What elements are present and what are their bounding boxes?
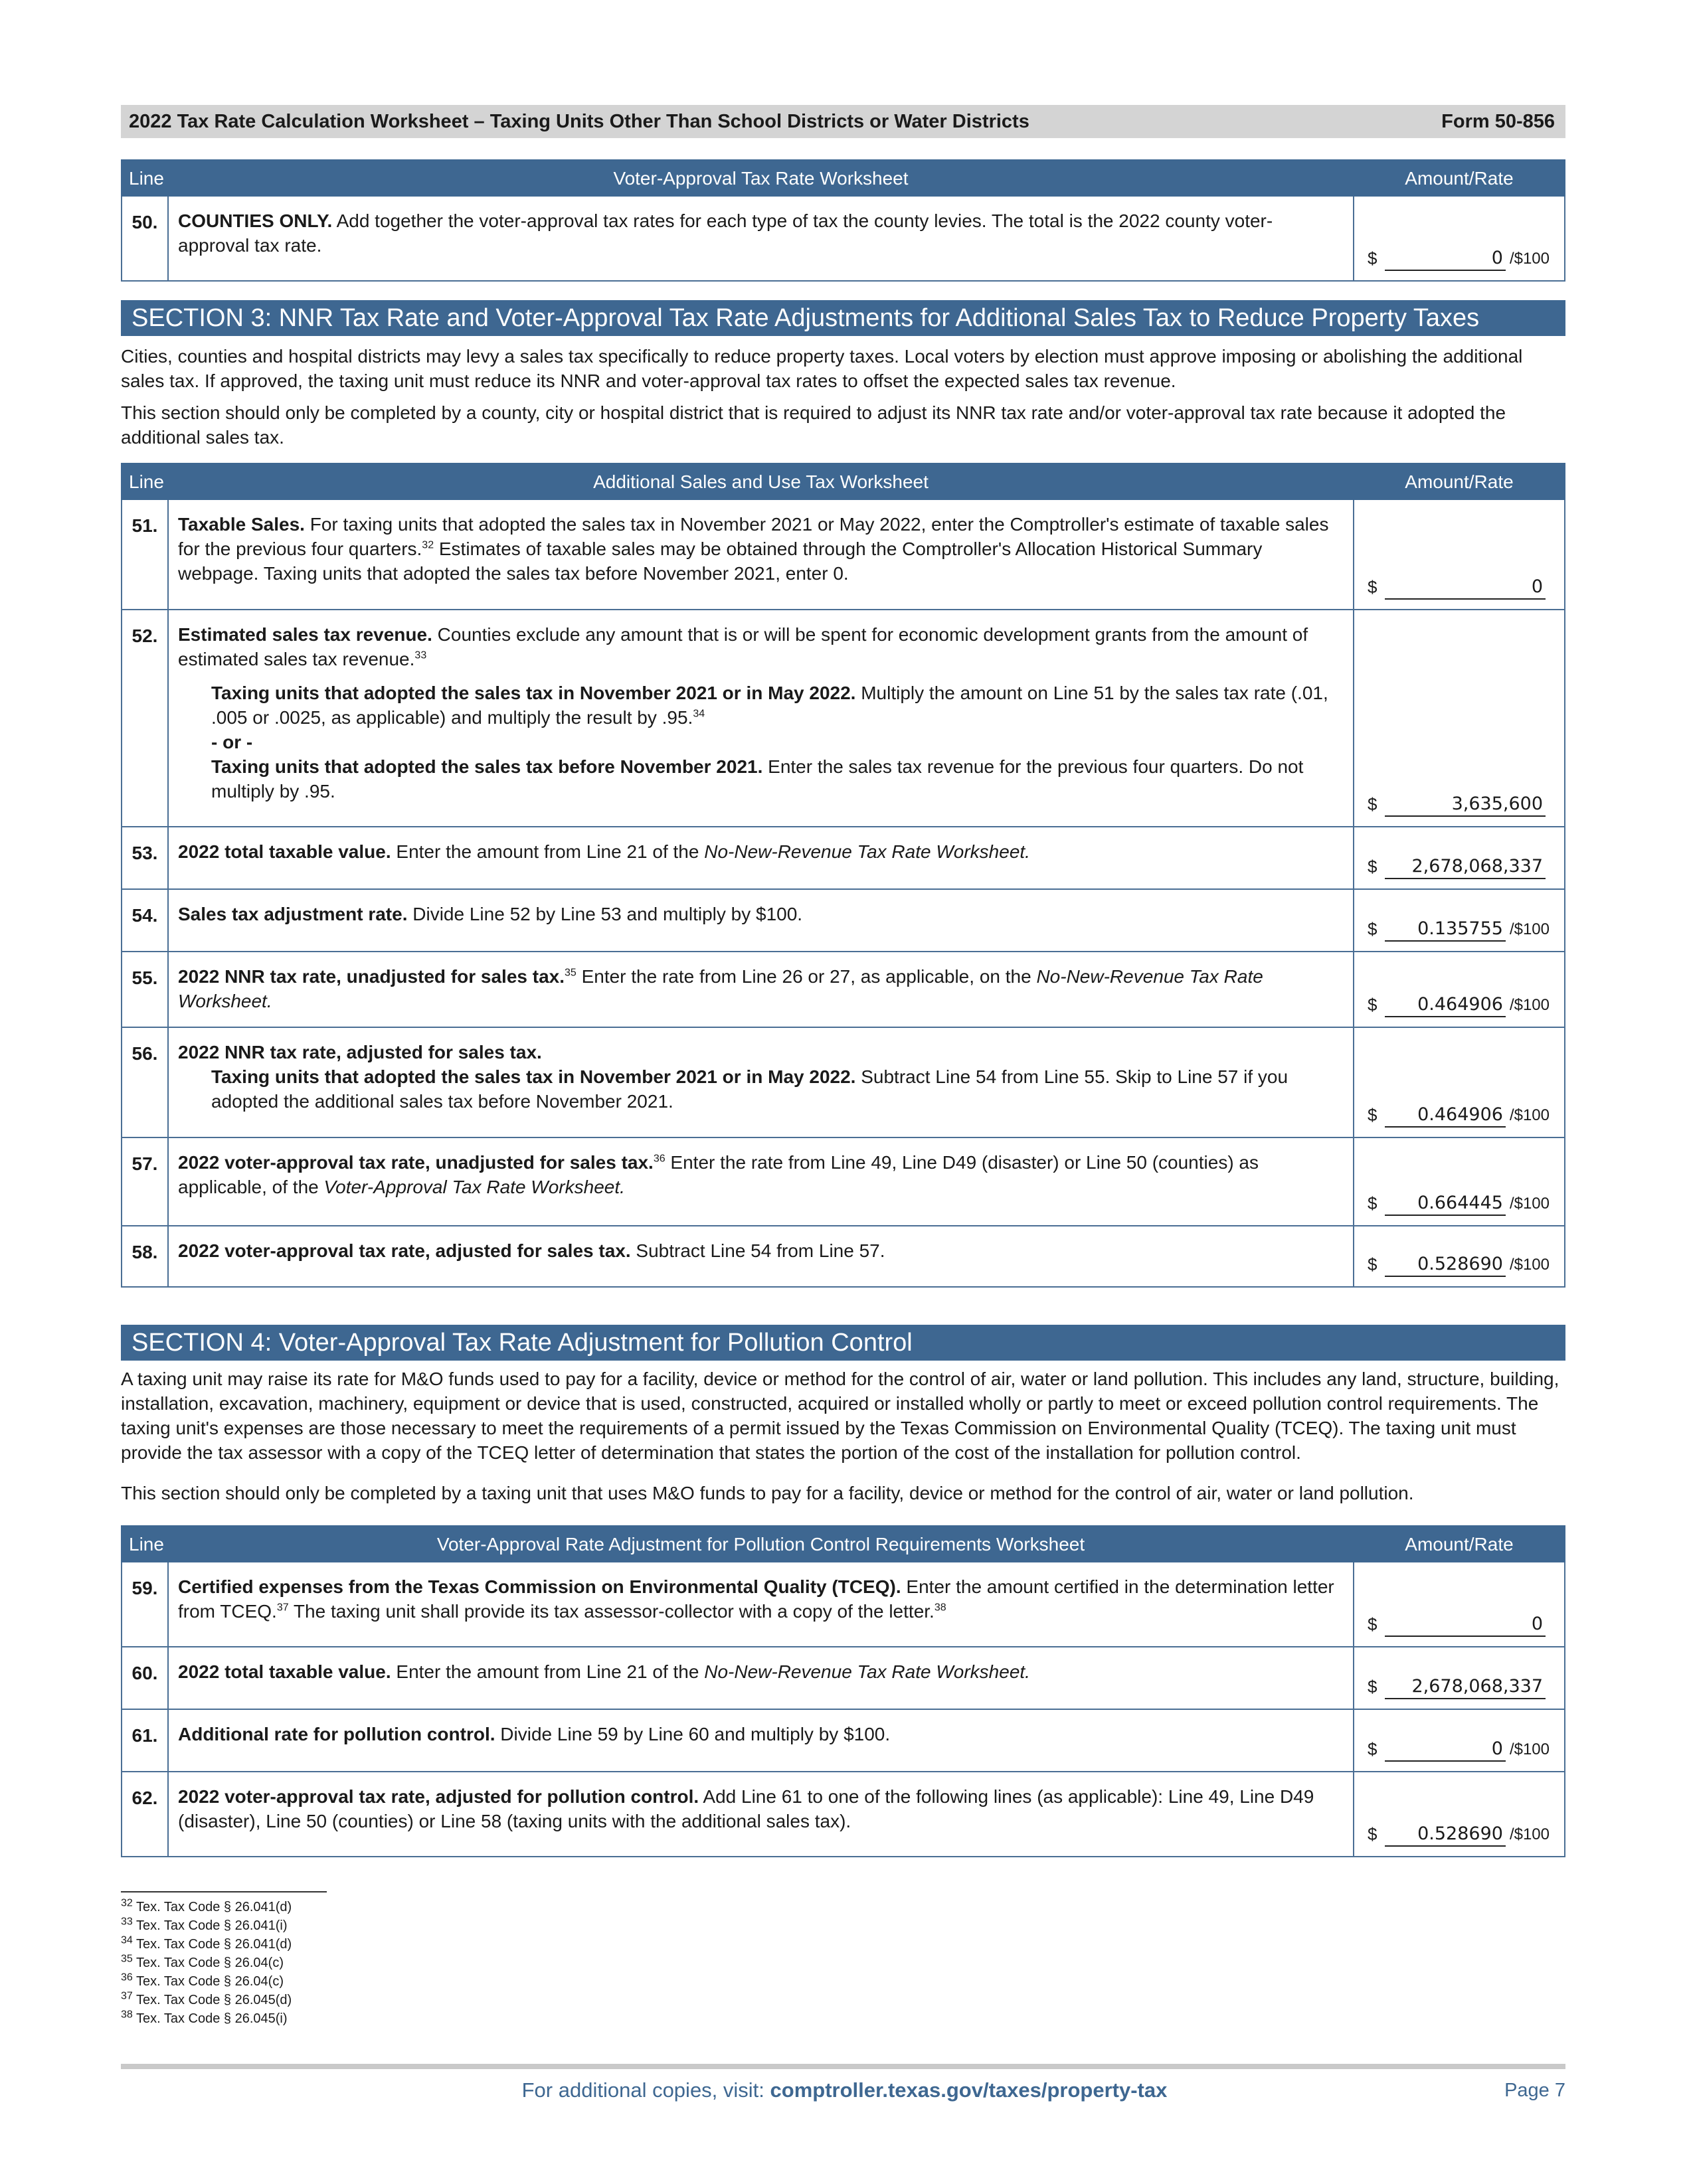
amount-cell: $ 0.464906 /$100 [1354,1027,1565,1137]
table-row [122,1137,1565,1226]
col-amount-header: Amount/Rate [1354,160,1565,196]
page-header [121,105,1565,138]
footnote: $^{36}$ Tex. Tax Code § 26.04(c) [121,1972,284,1989]
line-description: Taxable Sales. For taxing units that adopted the sales tax in November 2021 or May 2022, enter the Comptroller's estimate of taxable sales for the previous four quarters.$^{32}$ Estimates of taxable sales may be obtained through the Comptroller's Allocation Historical Summary webpage. Taxing units that adopted the sales tax before November 2021, enter 0. [168,499,1354,610]
amount-value[interactable]: 0 [1385,576,1546,600]
footnotes [121,1898,292,2028]
col-amount-header: Amount/Rate [1354,463,1565,499]
footnote-divider [121,1891,327,1892]
section-3-instructions: This section should only be completed by a county, city or hospital district that is required to adjust its NNR tax rate and/or voter-approval tax rate because it adopted the additional sales tax. [121,402,1506,448]
amount-value[interactable]: 0.664445 [1385,1192,1506,1216]
amount-value[interactable]: 0.135755 [1385,918,1506,942]
line-description: 2022 NNR tax rate, adjusted for sales tax. Taxing units that adopted the sales tax in November 2021 or in May 2022. Subtract Line 54 from Line 55. Skip to Line 57 if you adopted the additional sales tax before November 2021. [168,1027,1354,1137]
footer-copies-note: For additional copies, visit: comptroller.texas.gov/taxes/property-tax [521,2078,1168,2102]
line-description: 2022 voter-approval tax rate, adjusted for sales tax. Subtract Line 54 from Line 57. [168,1226,1354,1287]
amount-cell: $ 2,678,068,337 [1354,1647,1565,1709]
table-row [122,1226,1565,1287]
amount-value[interactable]: 2,678,068,337 [1385,1675,1546,1699]
table-row [122,499,1565,610]
amount-value[interactable]: 0.464906 [1385,1104,1506,1128]
table-row [122,1027,1565,1137]
amount-cell: $ 0.528690 /$100 [1354,1772,1565,1857]
table-row [122,610,1565,827]
col-title-header: Additional Sales and Use Tax Worksheet [168,463,1354,499]
line-description: COUNTIES ONLY. Add together the voter-approval tax rates for each type of tax the county levies. The total is the 2022 county voter-approval tax rate. [168,196,1354,281]
table-row [122,196,1565,281]
col-title-header: Voter-Approval Rate Adjustment for Pollution Control Requirements Worksheet [168,1526,1354,1562]
line-number: 51. [122,499,168,610]
table-row [122,1772,1565,1857]
table-row [122,827,1565,889]
section-4-intro: A taxing unit may raise its rate for M&O funds used to pay for a facility, device or method for the control of air, water or land pollution. This includes any land, structure, building, installation, excavation, machinery, equipment or device that is used, constructed, acquired or installed wholly or partly to meet or exceed pollution control requirements. The taxing unit's expenses are those necessary to meet the requirements of a permit issued by the Texas Commission on Environmental Quality (TCEQ). The taxing unit must provide the tax assessor with a copy of the TCEQ letter of determination that states the portion of the cost of the installation for pollution control. [121,1369,1559,1463]
table-row [122,1709,1565,1772]
footnote: $^{38}$ Tex. Tax Code § 26.045(i) [121,2009,288,2026]
line-number: 57. [122,1137,168,1226]
line-number: 54. [122,889,168,952]
amount-value[interactable]: 0 [1385,247,1506,271]
line-number: 58. [122,1226,168,1287]
line-description: 2022 total taxable value. Enter the amount from Line 21 of the No-New-Revenue Tax Rate Worksheet. [168,827,1354,889]
line-number: 59. [122,1562,168,1647]
table-row [122,889,1565,952]
line-number: 56. [122,1027,168,1137]
col-amount-header: Amount/Rate [1354,1526,1565,1562]
col-title-header: Voter-Approval Tax Rate Worksheet [168,160,1354,196]
amount-cell: $ 0.464906 /$100 [1354,952,1565,1027]
line-number: 62. [122,1772,168,1857]
amount-cell: $ 0 [1354,499,1565,610]
form-number: Form 50-856 [1441,110,1555,132]
voter-approval-table [121,159,1565,282]
col-line-header: Line [122,1526,168,1562]
amount-value[interactable]: 0.464906 [1385,993,1506,1017]
line-description: Certified expenses from the Texas Commission on Environmental Quality (TCEQ). Enter the amount certified in the determination letter from TCEQ.$^{37}$ The taxing unit shall provide its tax assessor-collector with a copy of the letter.$^{38}$ [168,1562,1354,1647]
pollution-control-table [121,1525,1565,1857]
sales-tax-table [121,463,1565,1288]
line-description: 2022 voter-approval tax rate, unadjusted for sales tax.$^{36}$ Enter the rate from Line 49, Line D49 (disaster) or Line 50 (counties) as applicable, of the Voter-Approval Tax Rate Worksheet. [168,1137,1354,1226]
amount-cell: $ 3,635,600 [1354,610,1565,827]
amount-cell: $ 0 [1354,1562,1565,1647]
amount-cell: $ 0 /$100 [1354,196,1565,281]
line-description: 2022 NNR tax rate, unadjusted for sales tax.$^{35}$ Enter the rate from Line 26 or 27, as applicable, on the No-New-Revenue Tax Rate Worksheet. [168,952,1354,1027]
table-row [122,952,1565,1027]
footnote: $^{34}$ Tex. Tax Code § 26.041(d) [121,1934,292,1952]
col-line-header: Line [122,463,168,499]
amount-value[interactable]: 0 [1385,1738,1506,1762]
line-number: 61. [122,1709,168,1772]
table-row [122,1647,1565,1709]
amount-value[interactable]: 0.528690 [1385,1823,1506,1847]
table-row [122,1562,1565,1647]
amount-value[interactable]: 2,678,068,337 [1385,855,1546,879]
footnote: $^{37}$ Tex. Tax Code § 26.045(d) [121,1990,292,2007]
footer-divider [121,2064,1565,2069]
line-number: 55. [122,952,168,1027]
line-number: 60. [122,1647,168,1709]
section-4-instructions: This section should only be completed by a taxing unit that uses M&O funds to pay for a facility, device or method for the control of air, water or land pollution. [121,1483,1414,1503]
line-description: 2022 total taxable value. Enter the amount from Line 21 of the No-New-Revenue Tax Rate Worksheet. [168,1647,1354,1709]
section-3-intro: Cities, counties and hospital districts may levy a sales tax specifically to reduce property taxes. Local voters by election must approve imposing or abolishing the additional sales tax. If approved, the taxing unit must reduce its NNR and voter-approval tax rates to offset the expected sales tax revenue. [121,346,1523,391]
line-number: 53. [122,827,168,889]
amount-value[interactable]: 0 [1385,1613,1546,1637]
line-description: Estimated sales tax revenue. Counties exclude any amount that is or will be spent for economic development grants from the amount of estimated sales tax revenue.$^{33}$ Taxing units that adopted the sales tax in November 2021 or in May 2022. Multiply the amount on Line 51 by the sales tax rate (.01, .005 or .0025, as applicable) and multiply the result by .95.34 - or - Taxing units that adopted the sales tax before November 2021. Enter the sales tax revenue for the previous four quarters. Do not multiply by .95. [168,610,1354,827]
line-number: 52. [122,610,168,827]
line-number: 50. [122,196,168,281]
col-line-header: Line [122,160,168,196]
amount-cell: $ 0.528690 /$100 [1354,1226,1565,1287]
footnote: $^{33}$ Tex. Tax Code § 26.041(i) [121,1916,288,1933]
line-description: Sales tax adjustment rate. Divide Line 52 by Line 53 and multiply by $100. [168,889,1354,952]
amount-cell: $ 0.664445 /$100 [1354,1137,1565,1226]
line-description: Additional rate for pollution control. Divide Line 59 by Line 60 and multiply by $100. [168,1709,1354,1772]
amount-value[interactable]: 0.528690 [1385,1253,1506,1277]
page-number: Page 7 [1504,2080,1565,2101]
comptroller-link[interactable]: comptroller.texas.gov/taxes/property-tax [770,2078,1168,2102]
amount-cell: $ 0 /$100 [1354,1709,1565,1772]
footnote: $^{32}$ Tex. Tax Code § 26.041(d) [121,1897,292,1914]
section-3-header: SECTION 3: NNR Tax Rate and Voter-Approval Tax Rate Adjustments for Additional Sales Tax to Reduce Property Taxes [121,300,1565,336]
amount-value[interactable]: 3,635,600 [1385,793,1546,817]
worksheet-title: 2022 Tax Rate Calculation Worksheet – Taxing Units Other Than School Districts or Water Districts [129,110,1029,132]
amount-cell: $ 0.135755 /$100 [1354,889,1565,952]
section-4-header: SECTION 4: Voter-Approval Tax Rate Adjustment for Pollution Control [121,1325,1565,1361]
line-description: 2022 voter-approval tax rate, adjusted for pollution control. Add Line 61 to one of the following lines (as applicable): Line 49, Line D49 (disaster), Line 50 (counties) or Line 58 (taxing units with the additional sales tax). [168,1772,1354,1857]
footnote: $^{35}$ Tex. Tax Code § 26.04(c) [121,1953,284,1970]
amount-cell: $ 2,678,068,337 [1354,827,1565,889]
